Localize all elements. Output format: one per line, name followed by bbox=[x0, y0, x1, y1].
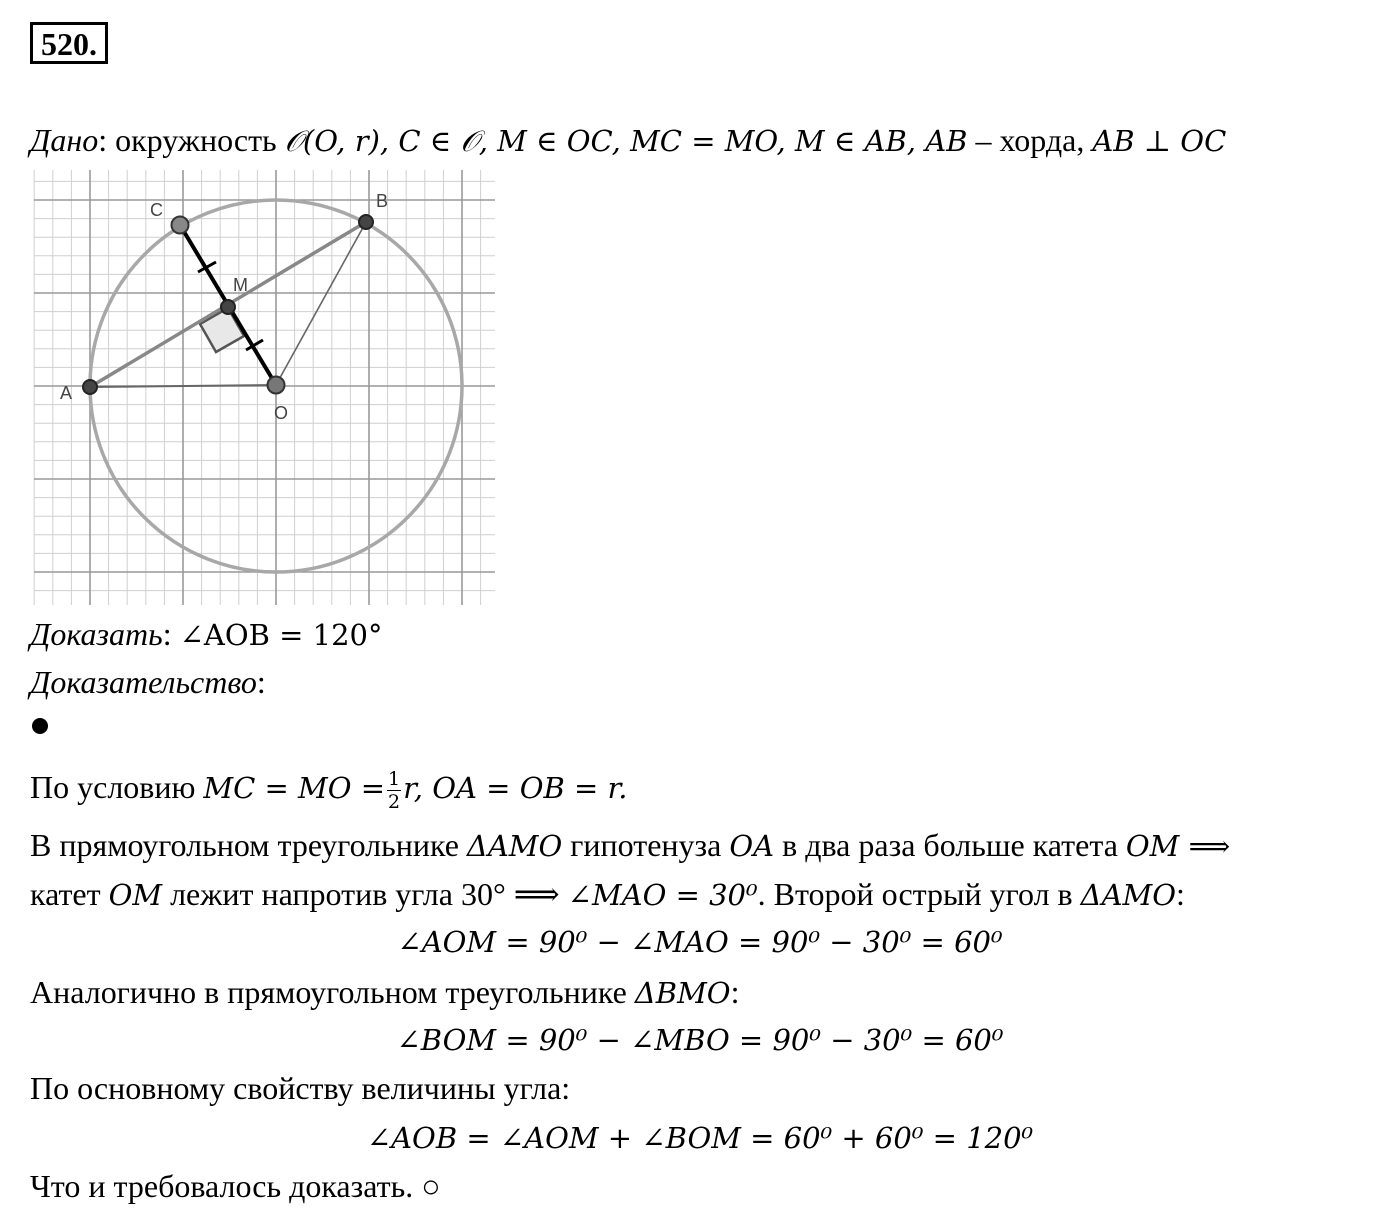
step3-t1: катет bbox=[30, 876, 101, 912]
proof-colon: : bbox=[256, 664, 266, 700]
step2-m1: ΔAMO bbox=[466, 829, 563, 863]
equation-aom: ∠AOM = 90⁰ − ∠MAO = 90⁰ − 30⁰ = 60⁰ bbox=[397, 925, 1003, 959]
step2-t2: гипотенуза bbox=[570, 827, 722, 863]
step2-t1: В прямоугольном треугольнике bbox=[30, 827, 459, 863]
step1-text: По условию bbox=[30, 769, 196, 805]
segment-ob bbox=[276, 222, 366, 385]
point-o bbox=[268, 377, 285, 394]
step3-m2: ∠MAO = 30⁰ bbox=[567, 878, 758, 912]
label-c: C bbox=[150, 200, 163, 220]
label-a: A bbox=[60, 383, 73, 403]
given-dash: – bbox=[975, 122, 992, 158]
point-m bbox=[221, 300, 235, 314]
step-2 bbox=[30, 825, 1230, 866]
label-o: O bbox=[274, 403, 289, 423]
prove-math: ∠AOB = 120° bbox=[179, 618, 383, 652]
right-angle-mark bbox=[200, 308, 244, 352]
step2-m3: OM ⟹ bbox=[1125, 829, 1231, 863]
given-math-1: 𝒪(O, r), C ∈ 𝒪, M ∈ OC, MC = MO, M ∈ AB, AB bbox=[284, 124, 968, 158]
step1-math-a: MC = MO = bbox=[203, 771, 386, 805]
frac-den: 2 bbox=[388, 791, 401, 814]
step2-t3: в два раза больше катета bbox=[782, 827, 1118, 863]
step3-t2: лежит напротив угла 30° ⟹ bbox=[170, 876, 560, 912]
step-5: По основному свойству величины угла: bbox=[30, 1070, 571, 1106]
step1-math-b: r, OA = OB = r. bbox=[403, 771, 628, 805]
step-3 bbox=[30, 874, 1185, 915]
step4-t2: : bbox=[730, 974, 740, 1010]
point-b bbox=[359, 215, 373, 229]
label-b: B bbox=[376, 191, 389, 211]
step3-t4: : bbox=[1176, 876, 1185, 912]
problem-number: 520. bbox=[30, 22, 108, 64]
step3-m3: ΔAMO bbox=[1080, 878, 1176, 912]
bullet bbox=[32, 718, 48, 734]
given-line bbox=[30, 120, 1226, 161]
equation-bom: ∠BOM = 90⁰ − ∠MBO = 90⁰ − 30⁰ = 60⁰ bbox=[396, 1023, 1004, 1057]
prove-colon: : bbox=[162, 616, 172, 652]
step-1 bbox=[30, 767, 627, 813]
given-colon: : bbox=[98, 122, 108, 158]
given-label: Дано bbox=[30, 122, 99, 158]
step4-t1: Аналогично в прямоугольном треугольнике bbox=[30, 974, 627, 1010]
point-c bbox=[172, 217, 189, 234]
step3-t3: . Второй острый угол в bbox=[757, 876, 1073, 912]
step3-m1: OM bbox=[108, 878, 163, 912]
step-4 bbox=[30, 972, 739, 1013]
given-word-circle: окружность bbox=[115, 122, 277, 158]
fraction-one-half bbox=[387, 768, 401, 813]
prove-line bbox=[30, 614, 383, 655]
conclusion: Что и требовалось доказать. ○ bbox=[30, 1168, 441, 1204]
proof-line bbox=[30, 662, 266, 702]
geometry-figure bbox=[32, 165, 497, 605]
step4-m1: ΔBMO bbox=[634, 976, 731, 1010]
step2-m2: OA bbox=[729, 829, 775, 863]
equation-aob: ∠AOB = ∠AOM + ∠BOM = 60⁰ + 60⁰ = 120⁰ bbox=[366, 1121, 1034, 1155]
point-a bbox=[83, 380, 97, 394]
prove-label: Доказать bbox=[30, 616, 163, 652]
label-m: M bbox=[233, 275, 248, 295]
given-math-2: AB ⊥ OC bbox=[1092, 124, 1227, 158]
frac-num: 1 bbox=[388, 768, 401, 791]
proof-label: Доказательство bbox=[30, 664, 257, 700]
given-word-chord: хорда, bbox=[999, 122, 1085, 158]
